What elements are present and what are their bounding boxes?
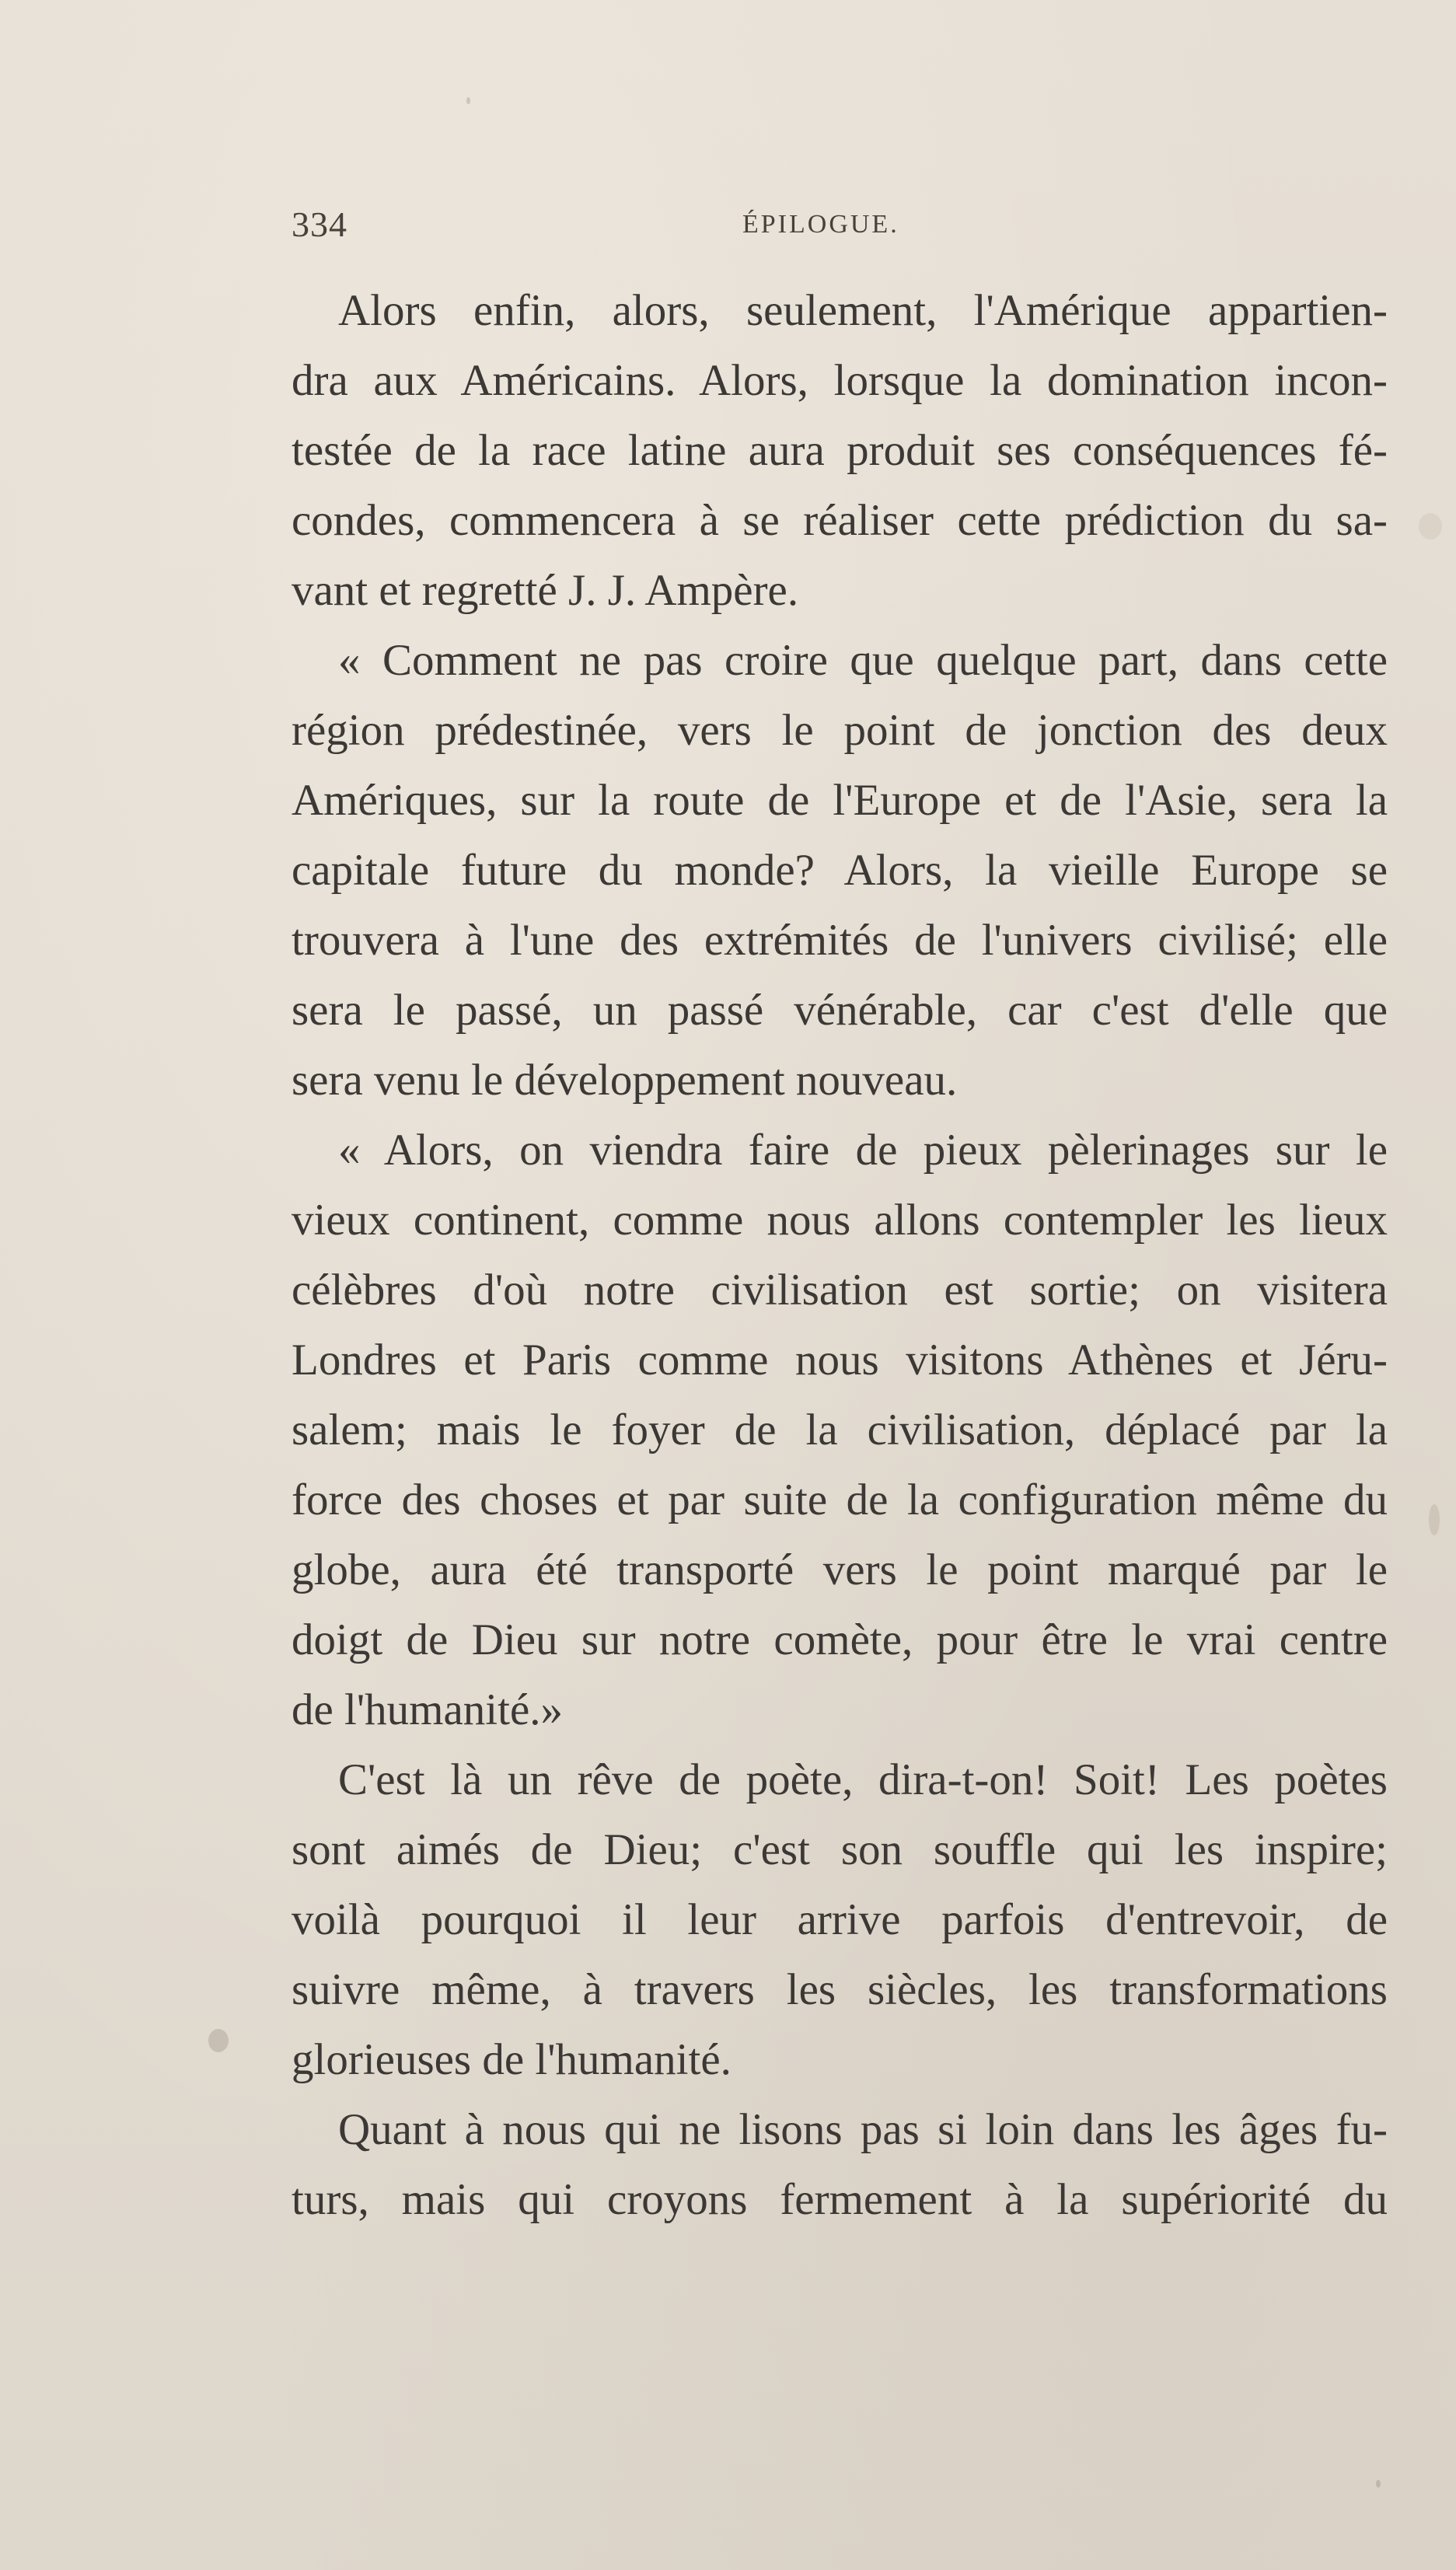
text-line: sera le passé, un passé vénérable, car c'est d'elle que [292,986,1388,1035]
paper-speck [466,97,470,104]
section-title: ÉPILOGUE. [742,210,899,239]
text-line: sera venu le développement nouveau. [292,1056,958,1105]
text-line: vant et regretté J. J. Ampère. [292,566,799,615]
text-line: salem; mais le foyer de la civilisation, déplacé par la [292,1405,1388,1454]
page-number: 334 [292,204,347,244]
text-line: trouvera à l'une des extrémités de l'univers civilisé; elle [292,916,1388,965]
text-line: Alors enfin, alors, seulement, l'Amérique appartien- [338,286,1388,335]
text-line: testée de la race latine aura produit ses conséquences fé- [292,426,1388,475]
text-line: « Alors, on viendra faire de pieux pèlerinages sur le [338,1126,1388,1175]
paper-speck [1376,2480,1381,2488]
text-line: glorieuses de l'humanité. [292,2035,731,2084]
text-line: de l'humanité.» [292,1685,564,1734]
text-line: suivre même, à travers les siècles, les transformations [292,1965,1388,2014]
text-line: Londres et Paris comme nous visitons Athènes et Jéru- [292,1336,1388,1385]
paper-speck [208,2029,229,2052]
text-line: condes, commencera à se réaliser cette prédiction du sa- [292,496,1388,545]
paper-speck [1429,1504,1440,1535]
running-head [292,204,1395,250]
text-line: Amériques, sur la route de l'Europe et de l'Asie, sera la [292,776,1388,825]
text-line: célèbres d'où notre civilisation est sortie; on visitera [292,1266,1388,1315]
body-text [292,276,1388,2235]
paper-speck [1419,513,1442,539]
text-line: voilà pourquoi il leur arrive parfois d'entrevoir, de [292,1895,1388,1944]
text-line: globe, aura été transporté vers le point marqué par le [292,1545,1388,1594]
text-line: vieux continent, comme nous allons contempler les lieux [292,1196,1388,1245]
text-line: force des choses et par suite de la configuration même du [292,1475,1388,1524]
text-line: région prédestinée, vers le point de jonction des deux [292,706,1388,755]
text-line: sont aimés de Dieu; c'est son souffle qui les inspire; [292,1825,1388,1874]
text-line: « Comment ne pas croire que quelque part, dans cette [338,636,1388,685]
text-line: dra aux Américains. Alors, lorsque la domination incon- [292,356,1388,405]
text-line: C'est là un rêve de poète, dira-t-on! Soit! Les poètes [338,1755,1388,1804]
text-line: turs, mais qui croyons fermement à la supériorité du [292,2175,1388,2224]
text-line: Quant à nous qui ne lisons pas si loin dans les âges fu- [338,2105,1388,2154]
text-line: capitale future du monde? Alors, la vieille Europe se [292,846,1388,895]
text-line: doigt de Dieu sur notre comète, pour être le vrai centre [292,1615,1388,1664]
